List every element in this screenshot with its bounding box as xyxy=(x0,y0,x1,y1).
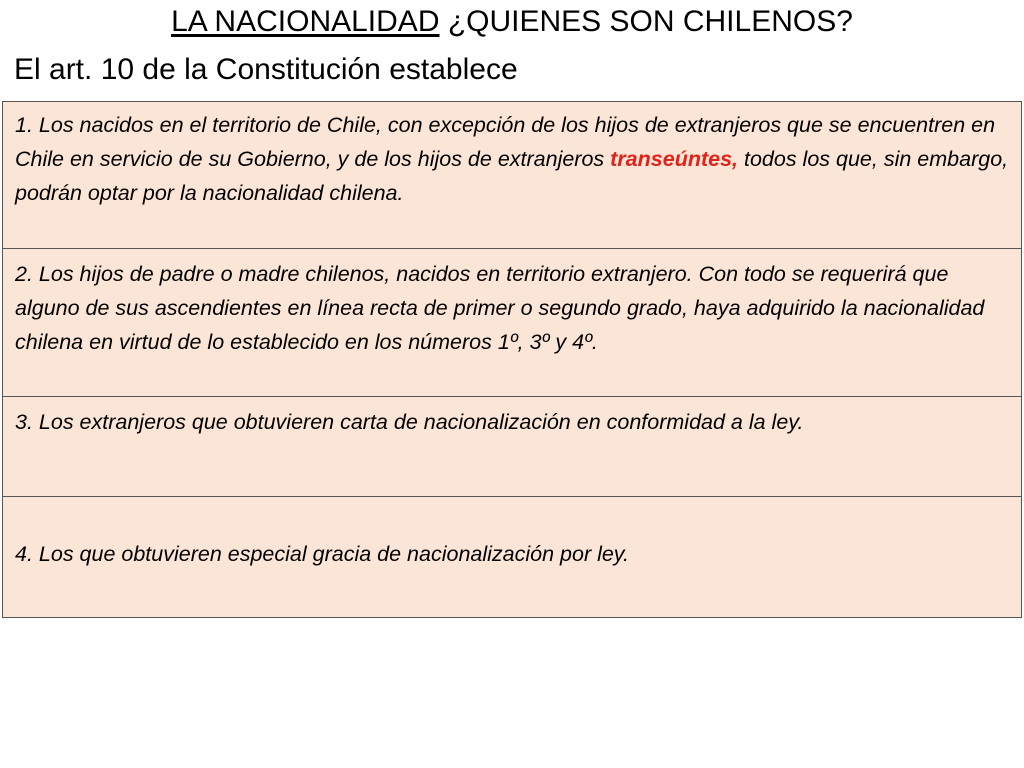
row-3-text: 3. Los extranjeros que obtuvieren carta de nacionalización en conformidad a la ley. xyxy=(15,410,804,434)
table-row-1 xyxy=(3,102,1021,248)
row-1-text-after: todos los que, sin embargo, podrán optar por la nacionalidad chilena. xyxy=(15,147,1009,205)
table-row-3 xyxy=(3,396,1021,496)
slide-subtitle: El art. 10 de la Constitución establece xyxy=(14,53,518,86)
table-row-4 xyxy=(3,496,1021,617)
table-row-2 xyxy=(3,248,1021,396)
article-table xyxy=(2,101,1022,618)
title-underlined-text: LA NACIONALIDAD xyxy=(171,5,440,38)
row-1-highlight-text: transeúntes, xyxy=(610,147,739,171)
row-2-text: 2. Los hijos de padre o madre chilenos, nacidos en territorio extranjero. Con todo se requerirá que alguno de sus ascendientes en línea recta de primer o segundo grado, haya adquirido la nacionalidad chilena en virtud de lo establecido en los números 1º, 3º y 4º. xyxy=(15,262,985,354)
row-4-text: 4. Los que obtuvieren especial gracia de nacionalización por ley. xyxy=(15,542,629,566)
slide-title xyxy=(0,2,1024,42)
title-question-text: ¿QUIENES SON CHILENOS? xyxy=(439,5,853,38)
row-1-text-before: 1. Los nacidos en el territorio de Chile, con excepción de los hijos de extranjeros que se encuentren en Chile en servicio de su Gobierno, y de los hijos de extranjeros xyxy=(15,113,996,171)
